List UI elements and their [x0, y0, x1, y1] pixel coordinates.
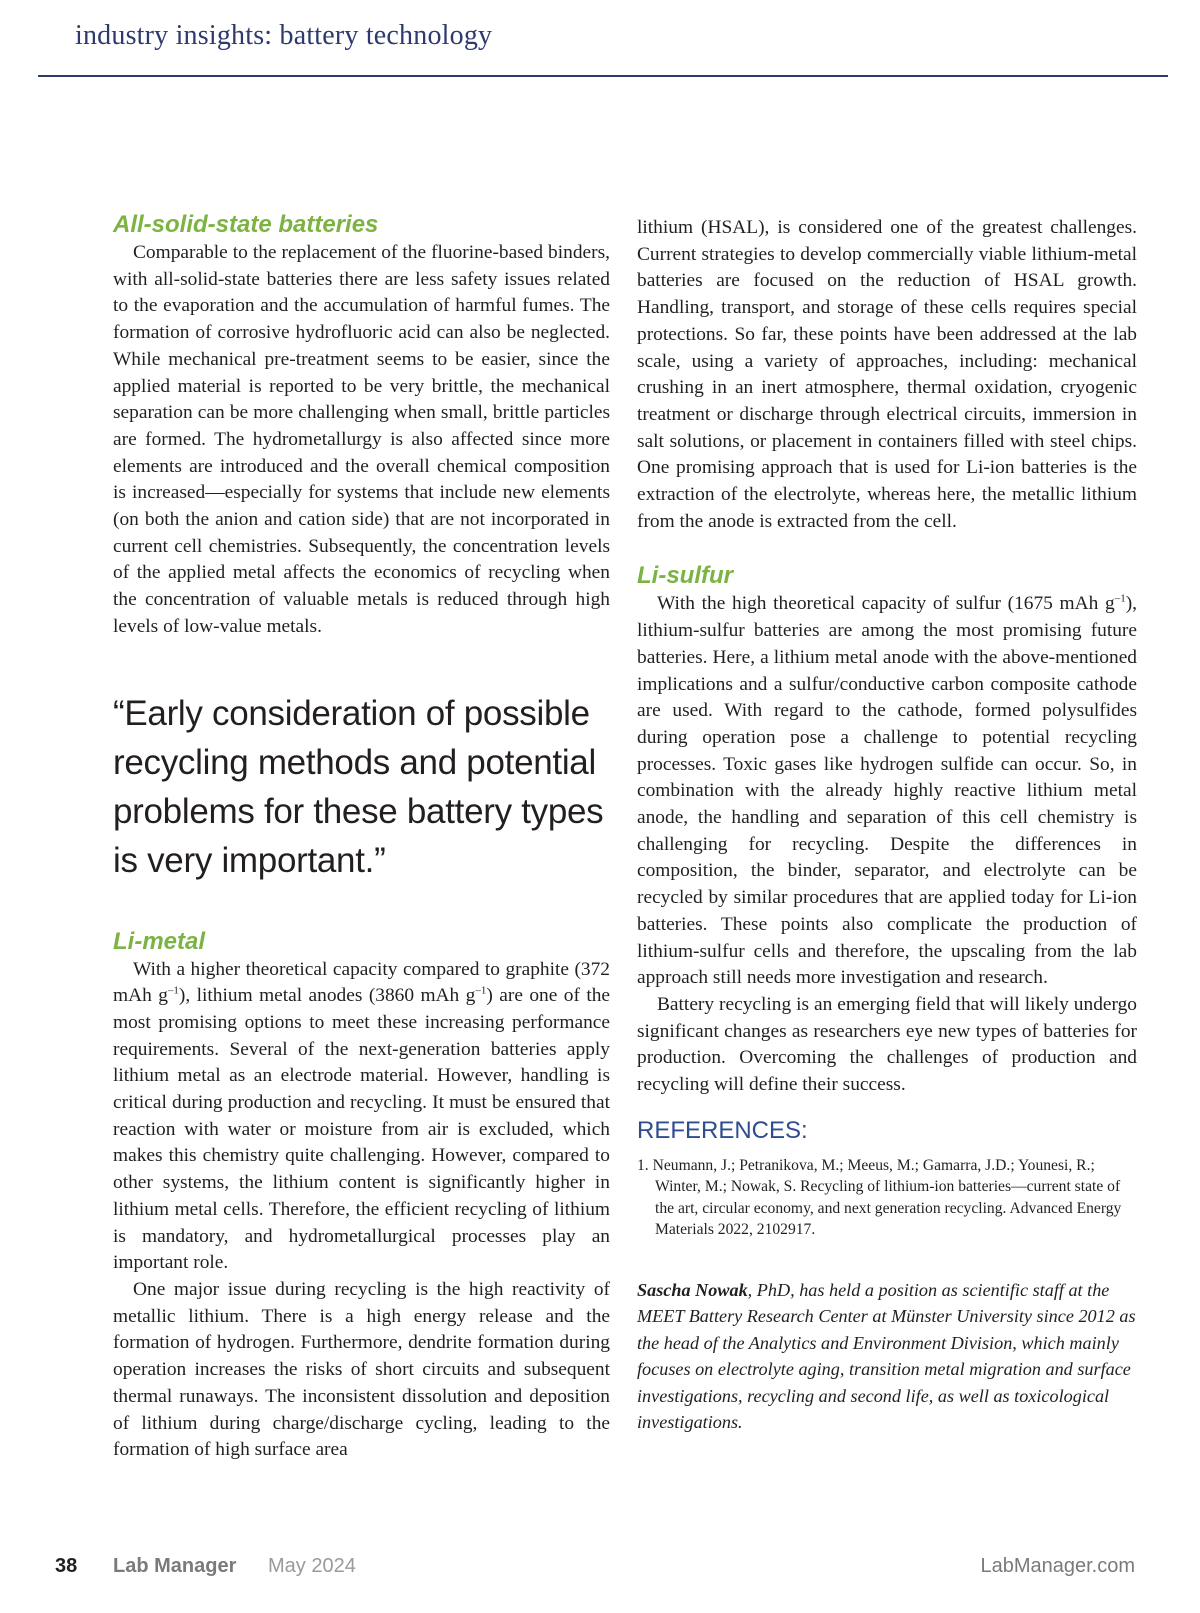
page-number: 38: [55, 1555, 78, 1577]
website-link[interactable]: LabManager.com: [980, 1555, 1135, 1577]
magazine-name: Lab Manager: [113, 1555, 237, 1577]
author-name: Sascha Nowak: [637, 1279, 748, 1300]
author-bio-text: , PhD, has held a position as scientific staff at the MEET Battery Research Center at Münster University since 2012 as the head of the Analytics and Environment Division, which mainly focuses on electrolyte aging, transition metal migration and surface investigations, recycling and second life, as well as toxicological investigations.: [637, 1279, 1136, 1433]
li-metal-text-c: ) are one of the most promising options to meet these increasing performance requirements. Several of the next-generation batteries apply lithium metal as an electrode material. However, handling is critical during production and recycling. It must be ensured that reaction with water or moisture from air is excluded, which makes this chemistry quite challenging. However, compared to other systems, the lithium content is significantly higher in lithium metal cells. Therefore, the efficient recycling of lithium is mandatory, and hydrometallurgical processes play an important role.: [113, 985, 611, 1274]
li-metal-text-a: With a higher theoretical capacity compared to graphite (372 mAh g: [113, 958, 610, 1007]
li-metal-text-b: ), lithium metal anodes (3860 mAh g: [178, 985, 476, 1007]
paragraph-all-solid-state: Comparable to the replacement of the fluorine-based binders, with all-solid-state batteries there are less safety issues related to the evaporation and the accumulation of harmful fumes. The formation of corrosive hydrofluoric acid can also be neglected. While mechanical pre-treatment seems to be easier, since the applied material is reported to be very brittle, the mechanical separation can be more challenging when small, brittle particles are formed. The hydrometallurgy is also affected since more elements are introduced and the overall chemical composition is increased—especially for systems that include new elements (on both the anion and cation side) that are not incorporated in current cell chemistries. Subsequently, the concentration levels of the applied metal affects the economics of recycling when the concentration of valuable metals is reduced through high levels of low-value metals.: [113, 242, 610, 637]
paragraph-li-metal-2: One major issue during recycling is the high reactivity of metallic lithium. There is a high energy release and the formation of hydrogen. Furthermore, dendrite formation during operation increases the risks of short circuits and subsequent thermal runaways. The inconsistent dissolution and deposition of lithium during charge/discharge cycling, leading to the formation of high surface area: [113, 1278, 610, 1461]
exponent-superscript: –1: [475, 984, 487, 997]
paragraph-li-metal-continued: lithium (HSAL), is considered one of the greatest challenges. Current strategies to develop commercially viable lithium-metal batteries are focused on the reduction of HSAL growth. Handling, transport, and storage of these cells requires special protections. So far, these points have been addressed at the lab scale, using a variety of approaches, including: mechanical crushing in an inert atmosphere, thermal oxidation, cryogenic treatment or discharge through electrical circuits, immersion in salt solutions, or placement in containers filled with steel chips. One promising approach that is used for Li-ion batteries is the extraction of the electrolyte, whereas here, the metallic lithium from the anode is extracted from the cell.: [637, 217, 1137, 532]
section-heading-li-sulfur: Li-sulfur: [637, 562, 733, 590]
section-heading-li-metal: Li-metal: [113, 927, 206, 955]
li-sulfur-text-a: With the high theoretical capacity of sulfur (1675 mAh g: [657, 593, 1115, 615]
exponent-superscript: –1: [1114, 592, 1126, 605]
paragraph-li-metal-1: [113, 957, 610, 1277]
paragraph-li-sulfur-2: Battery recycling is an emerging field that will likely undergo significant changes as researchers eye new types of batteries for production. Overcoming the challenges of production and recycling will define their success.: [637, 993, 1137, 1096]
li-sulfur-text-b: ), lithium-sulfur batteries are among the most promising future batteries. Here, a lithium metal anode with the above-mentioned implications and a sulfur/conductive carbon composite cathode are used. With regard to the cathode, formed polysulfides during operation pose a challenge to potential recycling processes. Toxic gases like hydrogen sulfide can occur. So, in combination with the already highly reactive lithium metal anode, the handling and separation of this cell chemistry is challenging for recycling. Despite the differences in composition, the binder, separator, and electrolyte can be recycled by similar procedures that are applied today for Li-ion batteries. These points also complicate the production of lithium-sulfur cells and therefore, the upscaling from the lab approach still needs more investigation and research.: [637, 593, 1137, 989]
running-header: industry insights: battery technology: [75, 20, 493, 51]
page-footer: [55, 1555, 1135, 1585]
header-rule: [38, 75, 1168, 77]
exponent-superscript: –1: [167, 984, 179, 997]
paragraph-li-sulfur-1: [637, 591, 1137, 992]
left-column: [113, 210, 610, 1464]
issue-date: May 2024: [268, 1555, 356, 1577]
section-heading-all-solid-state: All-solid-state batteries: [113, 211, 379, 238]
author-bio: [637, 1277, 1137, 1436]
references-heading: REFERENCES:: [637, 1116, 808, 1144]
reference-item: 1. Neumann, J.; Petranikova, M.; Meeus, M.; Gamarra, J.D.; Younesi, R.; Winter, M.; Nowak, S. Recycling of lithium-ion batteries—current state of the art, circular economy, and next generation recycling. Advanced Energy Materials 2022, 2102917.: [637, 1156, 1122, 1239]
right-column: [637, 215, 1137, 1436]
pull-quote: “Early consideration of possible recycling methods and potential problems for these battery types is very important.”: [113, 693, 604, 880]
